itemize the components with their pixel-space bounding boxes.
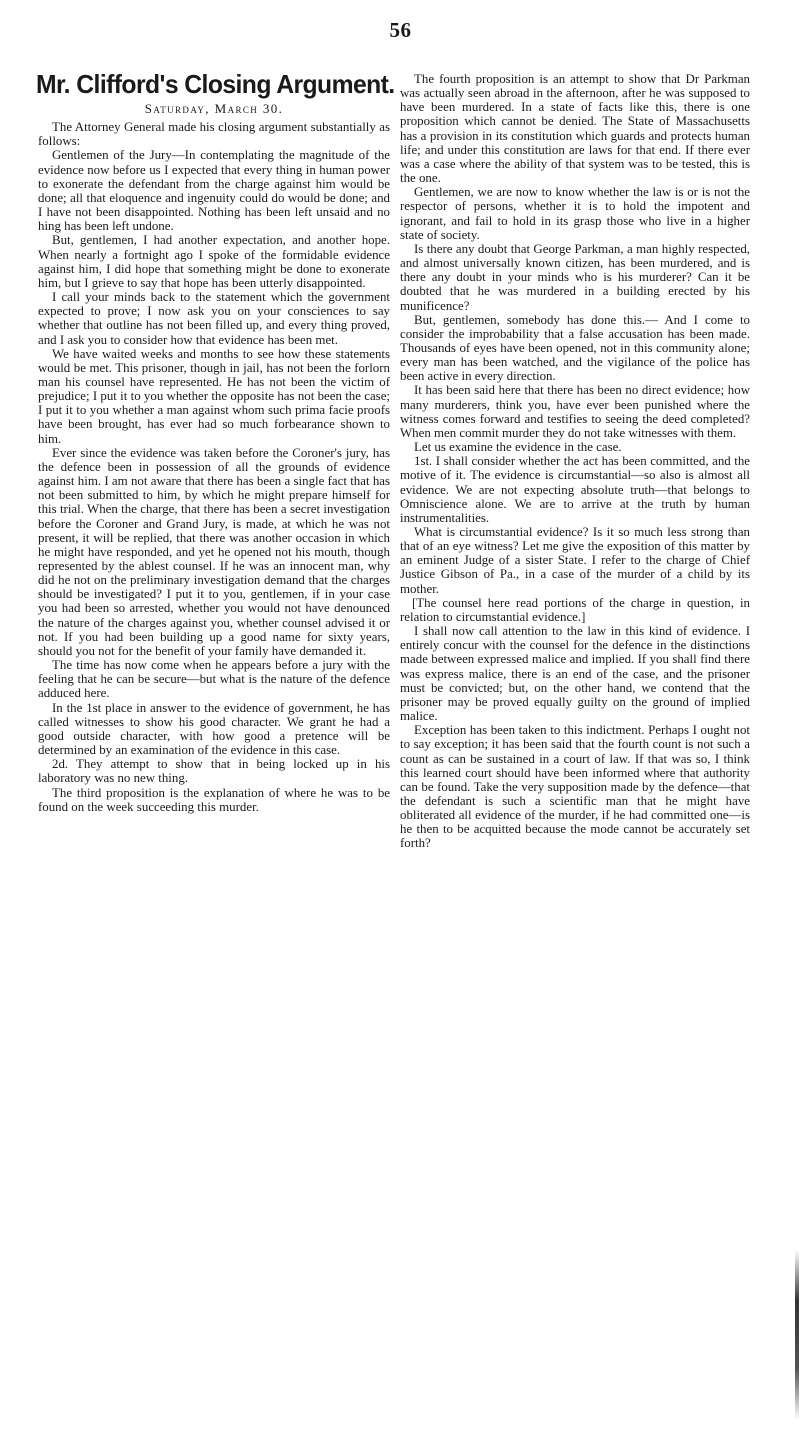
right-column — [400, 72, 750, 851]
paragraph: Is there any doubt that George Parkman, a man highly respected, and almost universally known citizen, has been murdered, and is there any doubt in your minds who is his murderer? Can it be doubted that he was murdered in a building erected by his munificence? — [400, 241, 750, 313]
paragraph: I call your minds back to the statement which the government expected to prove; I now ask you on your consciences to say whether that outline has not been filled up, and every thing proved, and I ask you to consider how that evidence has been met. — [38, 290, 390, 347]
paragraph: Let us examine the evidence in the case. — [414, 440, 622, 455]
paragraph: Ever since the evidence was taken before the Coroner's jury, has the defence been in possession of all the grounds of evidence against him. I am not aware that there has been a single fact that has not been submitted to him, by which he might prepare himself for this trial. When the charge, that there has been a secret investigation before the Coroner and Grand Jury, is made, at which he was not present, it will be replied, that there was another occasion in which he might have responded, and yet he opened not his mouth, though represented by the ablest counsel. If he was an innocent man, why did he not on the preliminary investigation demand that the charges should be investigated? I put it to you, gentlemen, if in your case you had been so arrested, whether you would not have denounced the nature of the charges against you, whether counsel advised it or not. If you had been building up a good name for sixty years, should you not for the benefit of your family have demanded it. — [38, 445, 390, 658]
paragraph: 2d. They attempt to show that in being locked up in his laboratory was no new thing. — [38, 757, 390, 786]
paragraph: I shall now call attention to the law in this kind of evidence. I entirely concur with the counsel for the defence in the distinctions made between expressed malice and implied. If you shall find there was express malice, there is an end of the case, and the prisoner must be convicted; but, on the other hand, we contend that the prisoner may be proved equally guilty on the ground of implied malice. — [400, 624, 750, 724]
page-number: 56 — [389, 18, 412, 42]
paragraph: But, gentlemen, somebody has done this.— And I come to consider the improbability that a false accusation has been made. Thousands of eyes have been opened, not in this community alone; every man has been watched, and the vigilance of the police has been active in every direction. — [400, 312, 750, 384]
paragraph: What is circumstantial evidence? Is it so much less strong than that of an eye witness? Let me give the exposition of this matter by an eminent Judge of a sister State. I refer to the charge of Chief Justice Gibson of Pa., in a case of the murder of a child by its mother. — [400, 525, 750, 596]
left-column — [36, 69, 395, 814]
paragraph: 1st. I shall consider whether the act has been committed, and the motive of it. The evidence is circumstantial—so also is almost all evidence. We are not expecting absolute truth—that belongs to Omniscience alone. We are to arrive at the truth by human instrumentalities. — [400, 454, 750, 525]
paragraph: We have waited weeks and months to see how these statements would be met. This prisoner, though in jail, has not been the forlorn man his counsel have represented. He has not been the victim of prejudice; I put it to you whether the opposite has not been the case; I put it to you whether a man against whom such prima facie proofs have been brought, has ever had so much forbearance shown to him. — [38, 346, 390, 446]
article-headline: Mr. Clifford's Closing Argument. — [36, 69, 395, 99]
bracketed-note: [The counsel here read portions of the charge in question, in relation to circumstantial evidence.] — [400, 595, 750, 624]
paragraph: The third proposition is the explanation of where he was to be found on the week succeeding this murder. — [38, 785, 390, 814]
paragraph: The time has now come when he appears before a jury with the feeling that he can be secure—but what is the nature of the defence adduced here. — [38, 658, 390, 701]
page-edge-shadow — [795, 1250, 799, 1420]
paragraph: Exception has been taken to this indictment. Perhaps I ought not to say exception; it has been said that the fourth count is not such a count as can be sustained in a court of law. If that was so, I think this learned court should have been informed where that authority can be found. Take the very supposition made by the defence—that the defendant is such a scientific man that he might have obliterated all evidence of the murder, if he had committed one—is he then to be acquitted because the mode cannot be accurately set forth? — [400, 723, 750, 851]
paragraph: Gentlemen of the Jury—In contemplating the magnitude of the evidence now before us I expected that every thing in human power to exonerate the defendant from the charge against him would be done; all that eloquence and ingenuity could do would be done; and I have not been disappointed. Nothing has been left unsaid and no hing has been left undone. — [38, 148, 390, 234]
paragraph: Gentlemen, we are now to know whether the law is or is not the respector of persons, whether it is to hold the impotent and ignorant, and fail to hold in its grasp those who live in a higher state of society. — [400, 185, 750, 242]
paragraph: But, gentlemen, I had another expectation, and another hope. When nearly a fortnight ago I spoke of the formidable evidence against him, I did hope that something might be done to exonerate him, but I grieve to say that hope has been utterly disappointed. — [38, 233, 390, 290]
paragraph: It has been said here that there has been no direct evidence; how many murderers, think you, have ever been punished where the witness comes forward and testifies to seeing the deed completed? When men commit murder they do not take witnesses with them. — [400, 383, 750, 440]
paragraph: The Attorney General made his closing argument substantially as follows: — [38, 120, 390, 149]
paragraph: In the 1st place in answer to the evidence of government, he has called witnesses to show his good character. We grant he had a good outside character, with how good a pretence will be determined by an examination of the evidence in this case. — [38, 700, 390, 758]
article-dateline: Saturday, March 30. — [144, 101, 284, 116]
paragraph: The fourth proposition is an attempt to show that Dr Parkman was actually seen abroad in the afternoon, after he was supposed to have been murdered. In a state of facts like this, there is one proposition which cannot be denied. The State of Massachusetts has a provision in its constitution which guards and protects human life; and under this constitution are laws for that end. If there ever was a case where the ability of that system was to be tested, this is the one. — [400, 72, 750, 186]
